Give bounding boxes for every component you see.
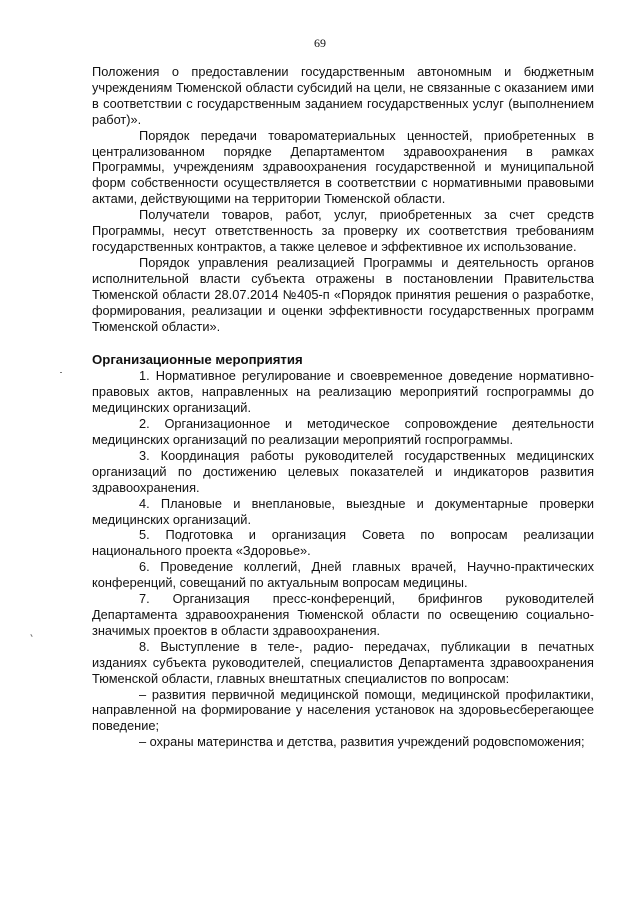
list-item: 4. Плановые и внеплановые, выездные и документарные проверки медицинских организаций. (92, 495, 594, 527)
paragraph: Положения о предоставлении государственным автономным и бюджетным учреждениям Тюменской области субсидий на цели, не связанные с оказанием ими в соответствии с государственным заданием государственных услуг (выполнением работ)». (92, 64, 594, 127)
paragraph: Порядок передачи товароматериальных ценностей, приобретенных в централизованном порядке Департаментом здравоохранения в рамках Программы, учреждениям здравоохранения государственной и муниципальной форм собственности осуществляется в соответствии с нормативными правовыми актами, действующими на территории Тюменской области. (92, 127, 594, 207)
paragraph: Получатели товаров, работ, услуг, приобретенных за счет средств Программы, несут ответственность за проверку их соответствия требованиям государственных контрактов, а также целевое и эффективное их использование. (92, 207, 594, 254)
list-item: 2. Организационное и методическое сопровождение деятельности медицинских организаций по реализации мероприятий госпрограммы. (92, 416, 594, 448)
sub-list-item: – охраны материнства и детства, развития учреждений родовспоможения; (139, 734, 585, 750)
list-item: 6. Проведение коллегий, Дней главных врачей, Научно-практических конференций, совещаний по актуальным вопросам медицины. (92, 559, 594, 591)
document-body (92, 64, 594, 750)
list-item: 8. Выступление в теле-, радио- передачах, публикации в печатных изданиях субъекта руководителей, специалистов Департамента здравоохранения Тюменской области, главных внештатных специалистов по вопросам: (92, 638, 594, 686)
list-item: 1. Нормативное регулирование и своевременное доведение нормативно-правовых актов, направленных на реализацию мероприятий госпрограммы до медицинских организаций. (92, 368, 594, 416)
scan-speck (30, 634, 32, 637)
section-heading: Организационные мероприятия (92, 352, 303, 368)
sub-list-item: – развития первичной медицинской помощи, медицинской профилактики, направленной на формирование у населения установок на здоровьесберегающее поведение; (92, 686, 594, 734)
scan-speck (60, 372, 62, 373)
paragraph: Порядок управления реализацией Программы и деятельность органов исполнительной власти субъекта отражены в постановлении Правительства Тюменской области 28.07.2014 №405-п «Порядок принятия решения о разработке, формирования, реализации и оценки эффективности государственных программ Тюменской области». (92, 254, 594, 334)
list-item: 5. Подготовка и организация Совета по вопросам реализации национального проекта «Здоровье». (92, 527, 594, 559)
page-number: 69 (314, 36, 326, 50)
list-item: 7. Организация пресс-конференций, брифингов руководителей Департамента здравоохранения Тюменской области по освещению социально-значимых проектов в области здравоохранения. (92, 591, 594, 638)
list-item: 3. Координация работы руководителей государственных медицинских организаций по достижению целевых показателей и индикаторов развития здравоохранения. (92, 447, 594, 495)
